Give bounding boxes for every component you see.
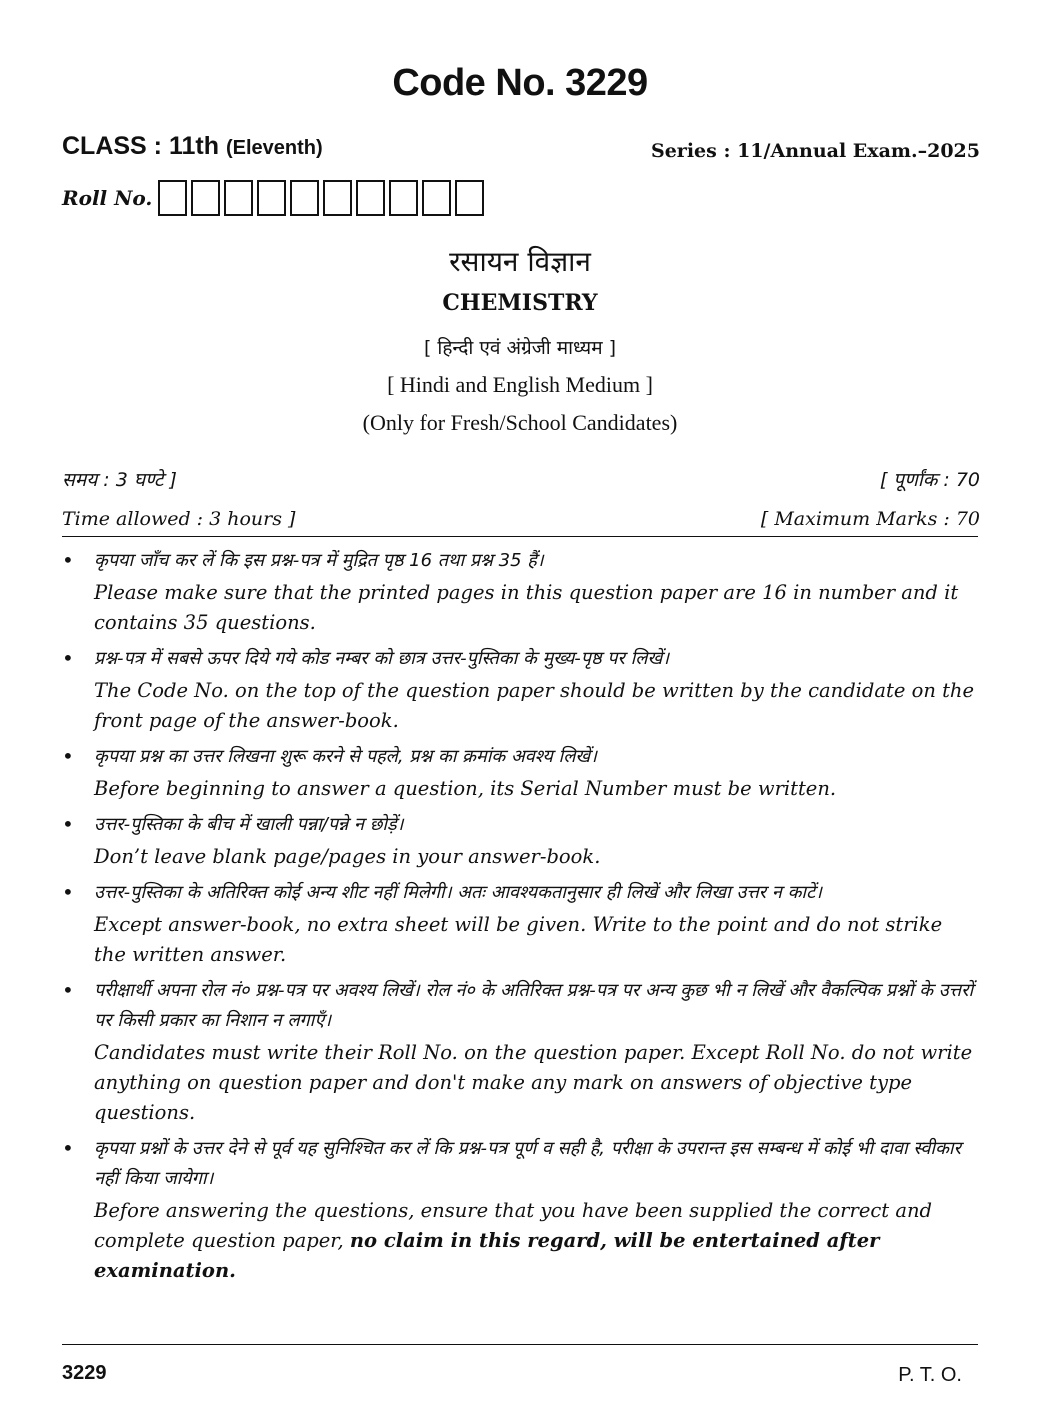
footer-pto: P. T. O. [898, 1364, 962, 1386]
instruction-english: Except answer-book, no extra sheet will be given. Write to the point and do not strike the written answer. [94, 913, 943, 966]
instruction-english-plain: Before answering the questions, ensure that you have been supplied the correct and complete question paper, [94, 1199, 932, 1252]
instruction-item [62, 810, 978, 872]
subject-english: CHEMISTRY [442, 290, 598, 316]
instruction-hindi: कृपया जाँच कर लें कि इस प्रश्न-पत्र में मुद्रित पृष्ठ 16 तथा प्रश्न 35 हैं। [94, 550, 544, 571]
roll-number-box[interactable] [158, 180, 187, 216]
bullet-icon: • [62, 880, 74, 904]
class-paren: (Eleventh) [225, 137, 323, 159]
instruction-item [62, 546, 978, 638]
roll-number-box[interactable] [257, 180, 286, 216]
bullet-icon: • [62, 744, 74, 768]
instruction-hindi: उत्तर-पुस्तिका के अतिरिक्त कोई अन्य शीट नहीं मिलेगी। अतः आवश्यकतानुसार ही लिखें और लिखा उत्तर न काटें। [94, 882, 822, 903]
roll-number-row [62, 180, 488, 216]
marks-english: [ Maximum Marks : 70 [760, 508, 980, 530]
instruction-english: Don’t leave blank page/pages in your answer-book. [94, 845, 601, 868]
time-row-hindi [62, 466, 980, 492]
instruction-english [94, 1196, 978, 1286]
footer-code-number: 3229 [62, 1362, 107, 1384]
roll-number-box[interactable] [356, 180, 385, 216]
instruction-english: Please make sure that the printed pages in this question paper are 16 in number and it contains 35 questions. [94, 581, 959, 634]
instruction-hindi: उत्तर-पुस्तिका के बीच में खाली पन्ना/पन्ने न छोड़ें। [94, 814, 404, 835]
class-label [62, 132, 323, 161]
instruction-hindi: कृपया प्रश्न का उत्तर लिखना शुरू करने से पहले, प्रश्न का क्रमांक अवश्य लिखें। [94, 746, 597, 767]
instruction-item [62, 742, 978, 804]
bullet-icon: • [62, 646, 74, 670]
roll-label: Roll No. [62, 186, 153, 210]
roll-number-box[interactable] [389, 180, 418, 216]
instruction-item [62, 1134, 978, 1286]
code-number-title: Code No. 3229 [392, 62, 648, 104]
header-divider [62, 536, 978, 537]
bullet-icon: • [62, 812, 74, 836]
footer-divider [62, 1344, 978, 1345]
roll-number-box[interactable] [455, 180, 484, 216]
class-value: CLASS : 11th [62, 132, 219, 160]
medium-hindi: [ हिन्दी एवं अंग्रेजी माध्यम ] [423, 337, 617, 359]
instructions-list [62, 546, 978, 1292]
bullet-icon: • [62, 1136, 74, 1160]
roll-number-boxes[interactable] [158, 180, 488, 216]
roll-number-box[interactable] [224, 180, 253, 216]
instruction-item [62, 644, 978, 736]
instruction-item [62, 976, 978, 1128]
medium-english: [ Hindi and English Medium ] [387, 372, 653, 397]
candidates-note: (Only for Fresh/School Candidates) [362, 410, 678, 435]
bullet-icon: • [62, 548, 74, 572]
instruction-item [62, 878, 978, 970]
series-label: Series : 11/Annual Exam.–2025 [651, 140, 980, 162]
bullet-icon: • [62, 978, 74, 1002]
subject-hindi: रसायन विज्ञान [449, 245, 591, 278]
roll-number-box[interactable] [422, 180, 451, 216]
instruction-hindi: प्रश्न-पत्र में सबसे ऊपर दिये गये कोड नम्बर को छात्र उत्तर-पुस्तिका के मुख्य-पृष्ठ पर लिखें। [94, 648, 670, 669]
roll-number-box[interactable] [290, 180, 319, 216]
instruction-english: The Code No. on the top of the question paper should be written by the candidate on the front page of the answer-book. [94, 679, 975, 732]
roll-number-box[interactable] [191, 180, 220, 216]
marks-hindi: [ पूर्णांक : 70 [879, 469, 980, 491]
instruction-hindi: कृपया प्रश्नों के उत्तर देने से पूर्व यह सुनिश्चित कर लें कि प्रश्न-पत्र पूर्ण व सही है, परीक्षा के उपरान्त इस सम्बन्ध में कोई भी दावा स्वीकार नहीं किया जायेगा। [94, 1138, 961, 1189]
instruction-hindi: परीक्षार्थी अपना रोल नं० प्रश्न-पत्र पर अवश्य लिखें। रोल नं० के अतिरिक्त प्रश्न-पत्र पर अन्य कुछ भी न लिखें और वैकल्पिक प्रश्नों के उत्तरों पर किसी प्रकार का निशान न लगाएँ। [94, 980, 974, 1031]
instruction-english: Before beginning to answer a question, its Serial Number must be written. [94, 777, 837, 800]
roll-number-box[interactable] [323, 180, 352, 216]
time-row-english [62, 508, 980, 530]
time-hindi: समय : 3 घण्टे ] [62, 469, 177, 491]
instruction-english-bold: no claim in this regard, will be entertained after examination. [94, 1229, 880, 1282]
time-english: Time allowed : 3 hours ] [62, 508, 296, 530]
instruction-english: Candidates must write their Roll No. on the question paper. Except Roll No. do not write anything on question paper and don't make any mark on answers of objective type questions. [94, 1041, 973, 1124]
